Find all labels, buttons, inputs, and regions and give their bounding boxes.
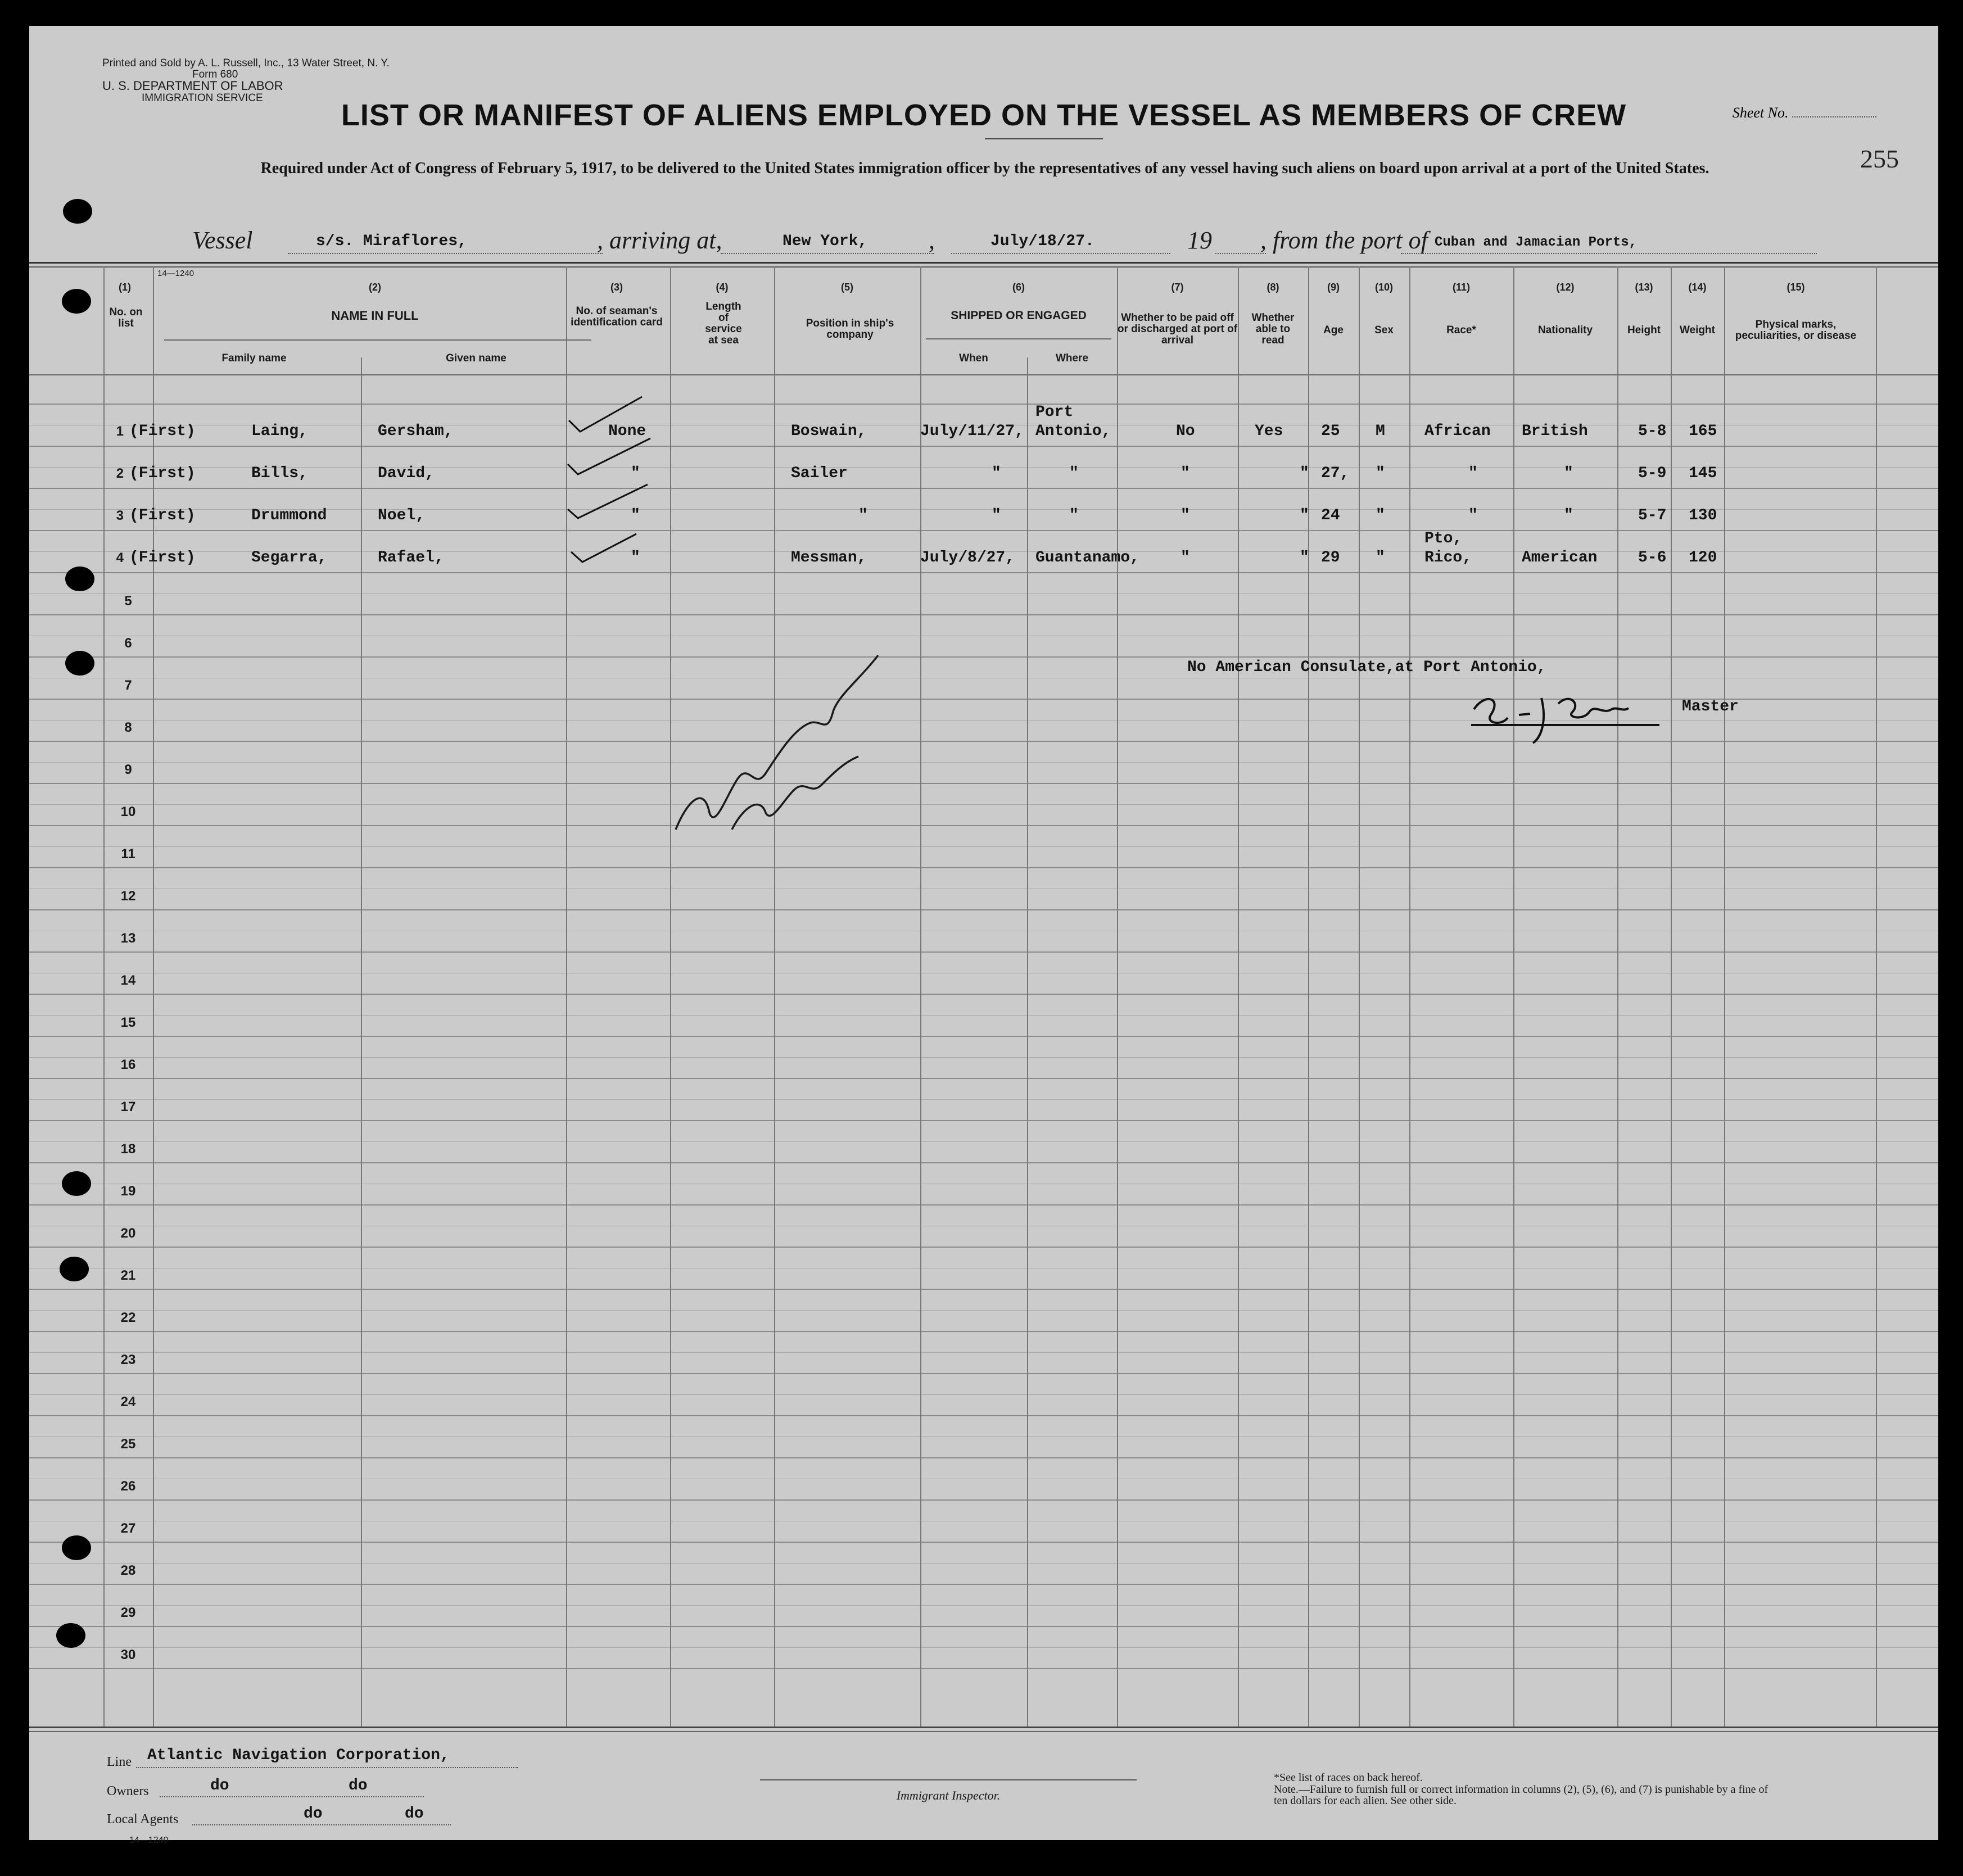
cell-sex: " bbox=[1376, 549, 1385, 567]
row-number: 21 bbox=[120, 1268, 136, 1283]
cell-given: Noel, bbox=[378, 507, 426, 524]
cell-card: " bbox=[631, 507, 640, 524]
cell-prefix: (First) bbox=[129, 423, 196, 440]
cell-position: Sailer bbox=[791, 465, 848, 482]
row-number: 6 bbox=[124, 636, 132, 651]
cell-sex: " bbox=[1376, 507, 1385, 524]
inspector-initials bbox=[664, 644, 889, 846]
col13-number: (13) bbox=[1635, 282, 1653, 293]
cell-read: " bbox=[1300, 507, 1309, 524]
col8-header: Whether able to read bbox=[1251, 312, 1295, 346]
row-number: 22 bbox=[120, 1310, 136, 1325]
inspector-label: Immigrant Inspector. bbox=[896, 1788, 1001, 1802]
owners-label: Owners bbox=[107, 1784, 149, 1798]
row-number: 18 bbox=[120, 1141, 136, 1157]
cell-read: Yes bbox=[1255, 423, 1283, 440]
row-number: 12 bbox=[120, 889, 136, 904]
row-number: 11 bbox=[121, 846, 135, 862]
row-number: 14 bbox=[120, 973, 136, 988]
cell-when: " bbox=[992, 507, 1001, 524]
punch-hole bbox=[65, 567, 94, 591]
arriving-label: , arriving at, bbox=[597, 226, 722, 254]
col14-header: Weight bbox=[1680, 324, 1715, 336]
punch-hole bbox=[60, 1257, 89, 1281]
col12-number: (12) bbox=[1556, 282, 1575, 293]
master-label: Master bbox=[1682, 698, 1739, 715]
col15-number: (15) bbox=[1786, 282, 1805, 293]
owners-do-2: do bbox=[349, 1777, 368, 1795]
cell-nationality: " bbox=[1564, 465, 1573, 482]
col2-given-header: Given name bbox=[446, 352, 506, 364]
cell-position: Boswain, bbox=[791, 423, 867, 440]
cell-family: Drummond bbox=[251, 507, 327, 524]
row-number: 20 bbox=[120, 1226, 136, 1241]
row-number: 30 bbox=[120, 1647, 136, 1662]
vessel-label: Vessel bbox=[192, 226, 253, 254]
row-number: 26 bbox=[120, 1479, 136, 1494]
cell-paid: No bbox=[1176, 423, 1195, 440]
cell-position: Messman, bbox=[791, 549, 867, 567]
col15-header: Physical marks, peculiarities, or disease bbox=[1735, 319, 1857, 342]
col14-number: (14) bbox=[1688, 282, 1707, 293]
owners-do-1: do bbox=[210, 1777, 229, 1795]
row-number: 5 bbox=[124, 593, 132, 609]
row-number: 9 bbox=[124, 762, 132, 777]
line-label: Line bbox=[107, 1755, 132, 1769]
punch-hole bbox=[62, 289, 91, 314]
row-number: 27 bbox=[120, 1521, 136, 1536]
cell-nationality: " bbox=[1564, 507, 1573, 524]
row-number: 16 bbox=[120, 1057, 136, 1072]
page-number: 255 bbox=[1860, 144, 1899, 173]
row-number: 19 bbox=[120, 1184, 136, 1199]
cell-when: July/11/27, bbox=[920, 423, 1024, 440]
row-number: 8 bbox=[124, 720, 132, 735]
col2-header: NAME IN FULL bbox=[331, 309, 419, 323]
cell-sex: M bbox=[1376, 423, 1385, 440]
col1-number: (1) bbox=[119, 282, 131, 293]
service: IMMIGRATION SERVICE bbox=[142, 92, 263, 104]
printer-line: Printed and Sold by A. L. Russell, Inc., 13 Water Street, N. Y. bbox=[102, 57, 390, 69]
col7-header: Whether to be paid off or discharged at port of arrival bbox=[1117, 312, 1238, 346]
cell-given: Rafael, bbox=[378, 549, 444, 567]
cell-prefix: (First) bbox=[129, 549, 196, 567]
col9-header: Age bbox=[1323, 324, 1344, 336]
cell-when: " bbox=[992, 465, 1001, 482]
agents-label: Local Agents bbox=[107, 1812, 179, 1827]
races-note: *See list of races on back hereof. bbox=[1274, 1771, 1423, 1784]
cell-race: African bbox=[1424, 423, 1491, 440]
cell-given: David, bbox=[378, 465, 435, 482]
page-title: LIST OR MANIFEST OF ALIENS EMPLOYED ON THE VESSEL AS MEMBERS OF CREW bbox=[341, 98, 1627, 132]
form-code-bottom: 14—1240 bbox=[129, 1836, 169, 1845]
col9-number: (9) bbox=[1327, 282, 1340, 293]
row-number: 15 bbox=[120, 1015, 136, 1030]
title-rule bbox=[985, 138, 1103, 139]
row-number: 25 bbox=[120, 1437, 136, 1452]
agents-do-1: do bbox=[304, 1805, 323, 1823]
row-number: 10 bbox=[120, 804, 136, 819]
cell-height: 5-8 bbox=[1638, 423, 1667, 440]
cell-card: " bbox=[631, 465, 640, 482]
year-label: 19 bbox=[1187, 226, 1212, 254]
form-number: Form 680 bbox=[192, 69, 238, 80]
consulate-note: No American Consulate,at Port Antonio, bbox=[1187, 659, 1546, 676]
punch-hole bbox=[62, 1535, 91, 1560]
check-marks bbox=[558, 369, 693, 588]
cell-weight: 130 bbox=[1689, 507, 1717, 524]
row-number: 24 bbox=[120, 1394, 136, 1410]
cell-height: 5-7 bbox=[1638, 507, 1667, 524]
cell-card: " bbox=[631, 549, 640, 567]
col2-family-header: Family name bbox=[221, 352, 287, 364]
cell-paid: " bbox=[1180, 465, 1190, 482]
line-value: Atlantic Navigation Corporation, bbox=[147, 1747, 450, 1764]
from-port: Cuban and Jamacian Ports, bbox=[1435, 235, 1638, 250]
col11-header: Race* bbox=[1446, 324, 1476, 336]
cell-age: 27, bbox=[1321, 465, 1350, 482]
col6-header: SHIPPED OR ENGAGED bbox=[951, 309, 1087, 322]
col11-number: (11) bbox=[1452, 282, 1471, 293]
form-code-top: 14—1240 bbox=[157, 269, 195, 278]
cell-nationality: British bbox=[1522, 423, 1588, 440]
cell-family: Bills, bbox=[251, 465, 308, 482]
cell-position: " bbox=[858, 507, 868, 524]
cell-family: Laing, bbox=[251, 423, 308, 440]
col10-header: Sex bbox=[1374, 324, 1394, 336]
department: U. S. DEPARTMENT OF LABOR bbox=[102, 79, 283, 93]
punch-hole bbox=[63, 199, 92, 224]
col6-number: (6) bbox=[1012, 282, 1025, 293]
cell-weight: 145 bbox=[1689, 465, 1717, 482]
col3-number: (3) bbox=[610, 282, 623, 293]
cell-where: Guantanamo, bbox=[1035, 549, 1139, 567]
punch-hole bbox=[65, 651, 94, 676]
arriving-port: New York, bbox=[783, 233, 868, 250]
row-number: 28 bbox=[120, 1563, 136, 1578]
cell-read: " bbox=[1300, 549, 1309, 567]
cell-race: " bbox=[1468, 507, 1478, 524]
cell-where: " bbox=[1069, 507, 1079, 524]
cell-card: None bbox=[608, 423, 646, 440]
manifest-sheet: Printed and Sold by A. L. Russell, Inc., 13 Water Street, N. Y. Form 680 U. S. DEPARTMENT OF LABOR IMMIGRATION SERVICE Sheet No. 255 LIST OR MANIFEST OF ALIENS EMPLOYED ON THE VESSEL AS MEMBERS OF CREW Required under Act of Congress of February 5, 1917, to be delivered to the United States immigration officer by the representatives of any vessel having such aliens on board upon arrival at a port of the United States. Vessel s/s. Miraflores, , arriving at, New York, July/18/27. , 19 , from the port of Cuban and Jamacian Ports, 14—1240 (1) No. on list (2) NAME IN FULL Family name Given name (3) No. of seaman's identification card (4) Length of service at sea (5) Position in ship's company (6) SHIPPED OR ENGAGED When Where (7) Whether to be paid off or discharged at port of arrival (8) Whether able to read (9) Age (10) Sex (11) Race* (12) Nationality (13) Height (14) Weight (15) Physical marks, peculiarities, or disease 1 (First) Laing, Gersham, None Boswain, July/11/27, Antonio, No Yes 25 M African British 5-8 165 Port 2 (First) Bills, David, " Sailer " " " " 27, " " " 5-9 145 3 (First) Drummond Noel, " " " " " " 24 " " " 5-7 130 4 (First) Segarra, Rafael, " Messman, July/8/27, Guantanamo, " " 29 " Rico, American 5-6 120 Pto, 5 6 7 8 9 10 11 12 13 14 15 16 17 18 19 20 21 22 23 24 25 26 27 28 29 30 No American Consulate,at Port Antonio, Master Line Atlantic Navigation Corporation, Owners do do Local Agents do do 14—1240 Immigrant Inspector. *See list of races on back hereof. Note.—Failure to furnish full or correct information in columns (2), (5), (6), and (7) is punishable by a fine of ten dollars for each alien. See other side. bbox=[29, 26, 1938, 1840]
col6-where-header: Where bbox=[1055, 352, 1089, 364]
col4-header: Length of service at sea bbox=[705, 301, 742, 346]
cell-sex: " bbox=[1376, 465, 1385, 482]
col2-number: (2) bbox=[369, 282, 381, 293]
cell-race-top: Pto, bbox=[1424, 530, 1463, 547]
cell-race: " bbox=[1468, 465, 1478, 482]
arrival-date: July/18/27. bbox=[990, 233, 1094, 250]
cell-num: 1 bbox=[116, 424, 124, 439]
cell-age: 24 bbox=[1321, 507, 1340, 524]
cell-family: Segarra, bbox=[251, 549, 327, 567]
cell-paid: " bbox=[1180, 507, 1190, 524]
punch-hole bbox=[62, 1171, 91, 1196]
row-number: 29 bbox=[120, 1605, 136, 1620]
cell-where: Antonio, bbox=[1035, 423, 1111, 440]
cell-when: July/8/27, bbox=[920, 549, 1015, 567]
cell-weight: 165 bbox=[1689, 423, 1717, 440]
col1-header: No. on list bbox=[109, 306, 143, 329]
col3-header: No. of seaman's identification card bbox=[571, 305, 663, 328]
cell-num: 4 bbox=[116, 550, 124, 565]
col4-number: (4) bbox=[716, 282, 729, 293]
cell-nationality: American bbox=[1522, 549, 1598, 567]
col12-header: Nationality bbox=[1537, 324, 1593, 336]
col5-header: Position in ship's company bbox=[806, 318, 894, 341]
penalty-note: Note.—Failure to furnish full or correct information in columns (2), (5), (6), and (7) is punishable by a fine of ten dollars for each alien. See other side. bbox=[1274, 1783, 1768, 1807]
row-number: 17 bbox=[120, 1099, 136, 1114]
cell-num: 2 bbox=[116, 466, 124, 481]
cell-where-top: Port bbox=[1035, 404, 1074, 421]
cell-height: 5-6 bbox=[1638, 549, 1667, 567]
cell-age: 25 bbox=[1321, 423, 1340, 440]
col7-number: (7) bbox=[1171, 282, 1184, 293]
row-number: 23 bbox=[120, 1352, 136, 1367]
col6-when-header: When bbox=[959, 352, 988, 364]
cell-read: " bbox=[1300, 465, 1309, 482]
cell-given: Gersham, bbox=[378, 423, 454, 440]
row-number: 7 bbox=[124, 678, 132, 693]
cell-race: Rico, bbox=[1424, 549, 1472, 567]
cell-where: " bbox=[1069, 465, 1079, 482]
cell-prefix: (First) bbox=[129, 465, 196, 482]
col5-number: (5) bbox=[841, 282, 853, 293]
col8-number: (8) bbox=[1267, 282, 1279, 293]
row-number: 13 bbox=[120, 931, 136, 946]
cell-prefix: (First) bbox=[129, 507, 196, 524]
punch-hole bbox=[56, 1623, 85, 1648]
agents-do-2: do bbox=[405, 1805, 424, 1823]
sheet-number-label: Sheet No. bbox=[1733, 105, 1876, 121]
cell-paid: " bbox=[1180, 549, 1190, 567]
col10-number: (10) bbox=[1374, 282, 1393, 293]
from-port-label: , from the port of bbox=[1260, 226, 1428, 254]
cell-age: 29 bbox=[1321, 549, 1340, 567]
cell-weight: 120 bbox=[1689, 549, 1717, 567]
vessel-name: s/s. Miraflores, bbox=[316, 233, 467, 250]
cell-num: 3 bbox=[116, 508, 124, 523]
col13-header: Height bbox=[1627, 324, 1661, 336]
cell-height: 5-9 bbox=[1638, 465, 1667, 482]
master-signature bbox=[1468, 687, 1676, 749]
page-subtitle: Required under Act of Congress of February 5, 1917, to be delivered to the United States immigration officer by the representatives of any vessel having such aliens on board upon arrival at a port of the United States. bbox=[260, 160, 1709, 177]
